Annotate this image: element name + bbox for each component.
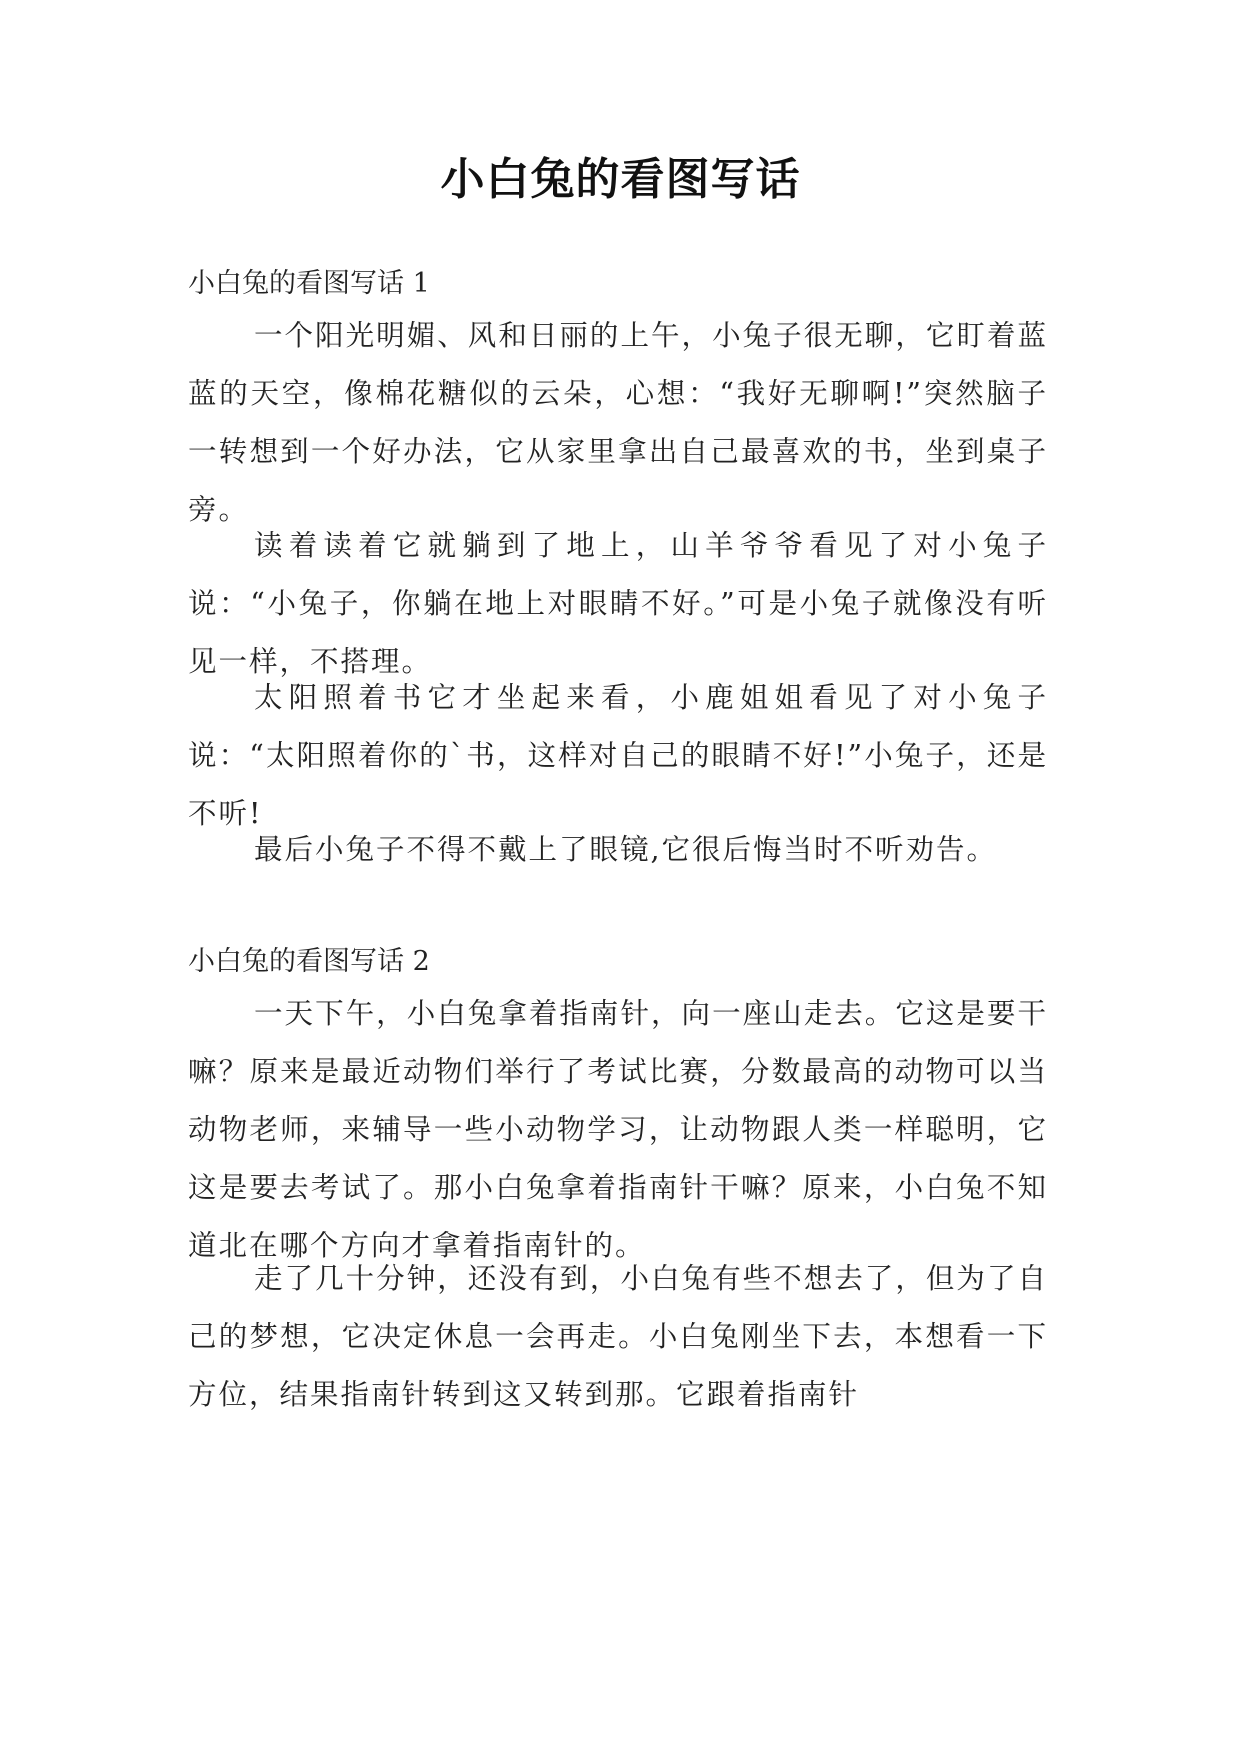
section-heading-1: 小白兔的看图写话 1: [188, 268, 430, 299]
section-2-paragraph-2: 走了几十分钟，还没有到，小白兔有些不想去了，但为了自己的梦想，它决定休息一会再走。小白兔刚坐下去，本想看一下方位，结果指南针转到这又转到那。它跟着指南针: [188, 1262, 1048, 1411]
section-1-paragraph-2: 读着读着它就躺到了地上，山羊爷爷看见了对小兔子说：“小兔子，你躺在地上对眼睛不好。”可是小兔子就像没有听见一样，不搭理。: [188, 529, 1048, 678]
section-heading-2: 小白兔的看图写话 2: [188, 946, 430, 977]
section-2-paragraph-1: 一天下午，小白兔拿着指南针，向一座山走去。它这是要干嘛？原来是最近动物们举行了考试比赛，分数最高的动物可以当动物老师，来辅导一些小动物学习，让动物跟人类一样聪明，它这是要去考试了。那小白兔拿着指南针干嘛？原来，小白兔不知道北在哪个方向才拿着指南针的。: [188, 997, 1048, 1262]
section-1-paragraph-1: 一个阳光明媚、风和日丽的上午，小兔子很无聊，它盯着蓝蓝的天空，像棉花糖似的云朵，心想：“我好无聊啊!”突然脑子一转想到一个好办法，它从家里拿出自己最喜欢的书，坐到桌子旁。: [188, 319, 1048, 526]
document-title: 小白兔的看图写话: [440, 154, 801, 205]
section-1-paragraph-4: 最后小兔子不得不戴上了眼镜,它很后悔当时不听劝告。: [254, 833, 998, 866]
section-1-paragraph-3: 太阳照着书它才坐起来看，小鹿姐姐看见了对小兔子说：“太阳照着你的`书，这样对自己的眼睛不好!”小兔子，还是不听!: [188, 681, 1048, 830]
